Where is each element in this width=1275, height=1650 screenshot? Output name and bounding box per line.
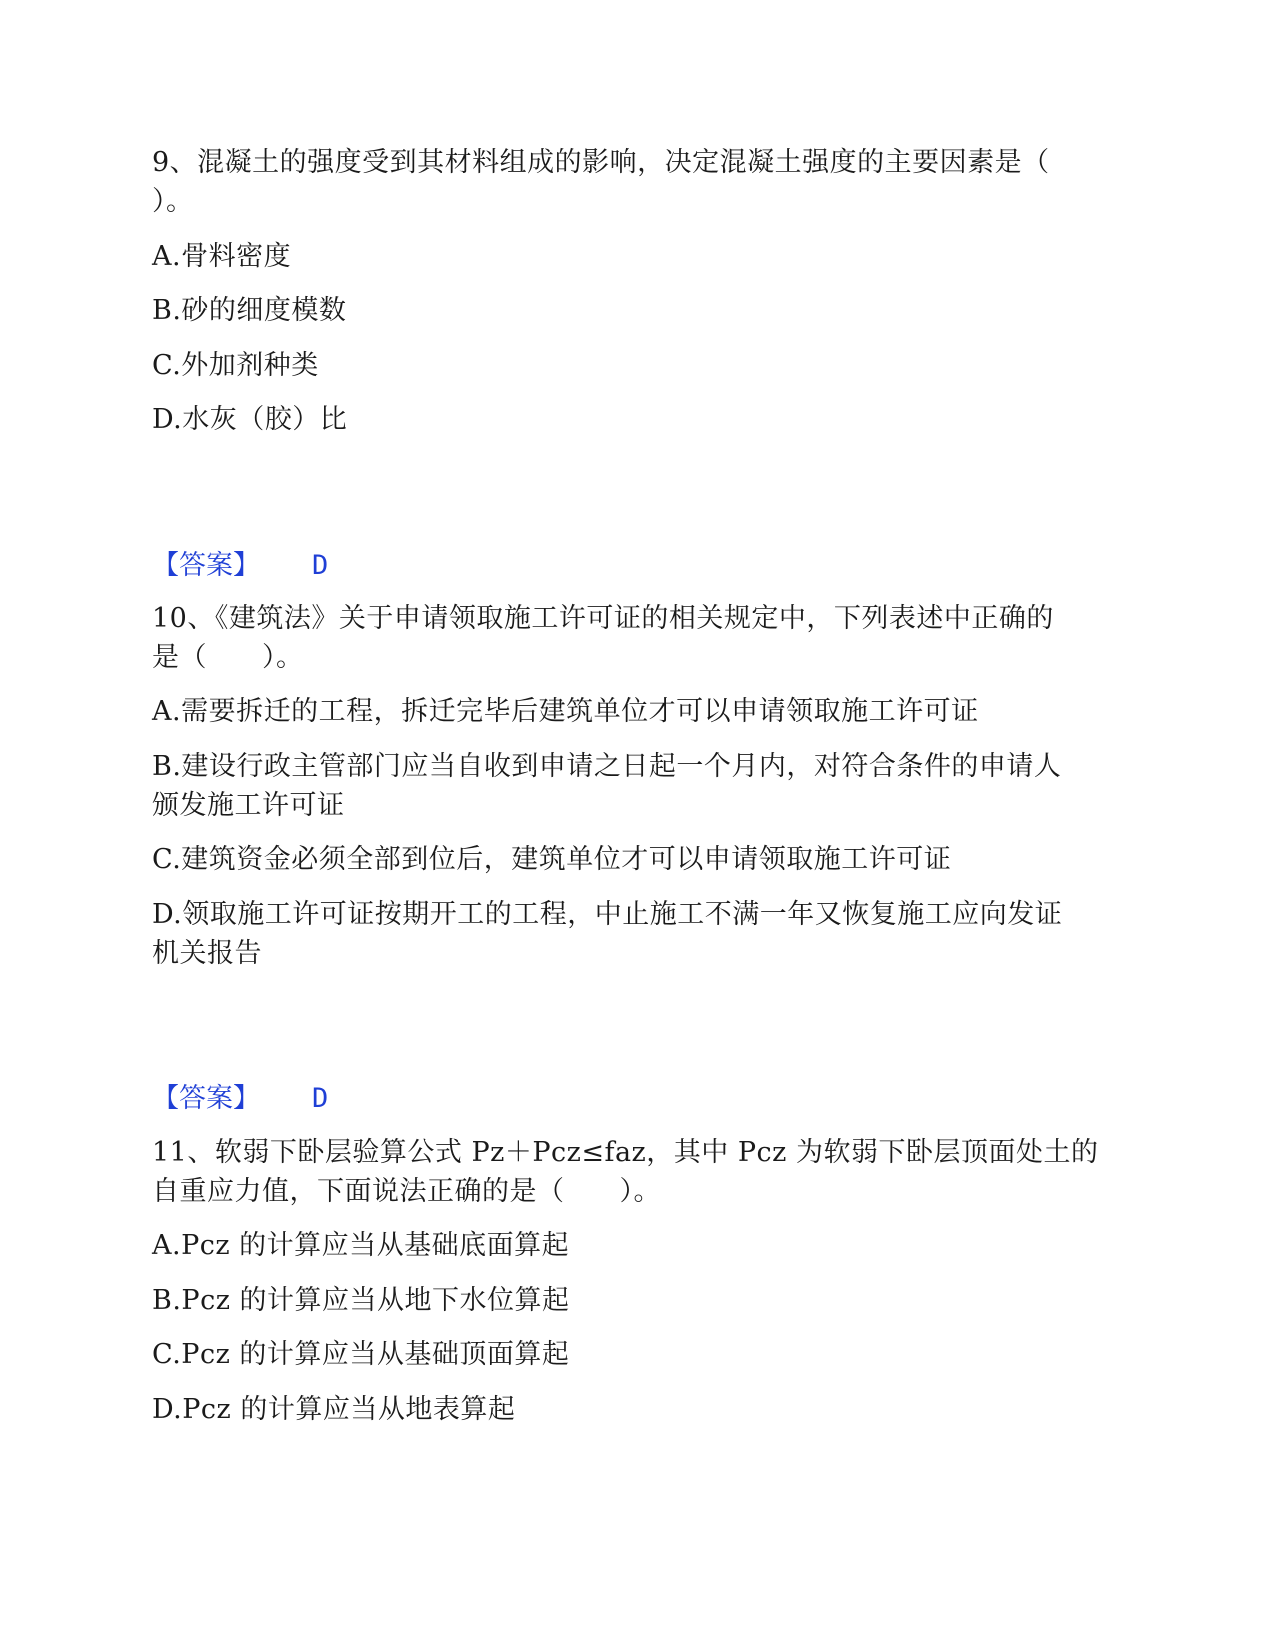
question-11-option-d: D.Pcz 的计算应当从地表算起 [152, 1394, 516, 1425]
question-9-option-c: C.外加剂种类 [152, 350, 319, 381]
question-10-option-a: A.需要拆迁的工程，拆迁完毕后建筑单位才可以申请领取施工许可证 [152, 696, 979, 727]
question-11-option-c: C.Pcz 的计算应当从基础顶面算起 [152, 1339, 570, 1370]
question-10-option-d-line-1: D.领取施工许可证按期开工的工程，中止施工不满一年又恢复施工应向发证 [152, 899, 1063, 930]
question-11-option-b: B.Pcz 的计算应当从地下水位算起 [152, 1285, 570, 1316]
question-11-stem-line-2: 自重应力值，下面说法正确的是（ ）。 [152, 1176, 661, 1207]
question-11-option-a: A.Pcz 的计算应当从基础底面算起 [152, 1230, 570, 1261]
question-10-option-b-line-2: 颁发施工许可证 [152, 790, 345, 821]
question-9-stem-line-2: ）。 [152, 186, 194, 217]
question-10-option-c: C.建筑资金必须全部到位后，建筑单位才可以申请领取施工许可证 [152, 844, 952, 875]
question-10-option-b-line-1: B.建设行政主管部门应当自收到申请之日起一个月内，对符合条件的申请人 [152, 751, 1062, 782]
answer-value: D [312, 1083, 329, 1114]
question-9-stem-line-1: 9、混凝土的强度受到其材料组成的影响，决定混凝土强度的主要因素是（ [152, 147, 1050, 178]
answer-tag: 【答案】 [152, 1083, 260, 1114]
question-9-answer [152, 546, 328, 586]
question-10-answer [152, 1079, 328, 1119]
question-11-stem-line-1: 11、软弱下卧层验算公式 Pz＋Pcz≤faz，其中 Pcz 为软弱下卧层顶面处土的 [152, 1137, 1099, 1168]
question-9-option-b: B.砂的细度模数 [152, 295, 347, 326]
question-10-option-d-line-2: 机关报告 [152, 938, 262, 969]
answer-value: D [312, 550, 329, 581]
answer-tag: 【答案】 [152, 550, 260, 581]
question-10-stem-line-1: 10、《建筑法》关于申请领取施工许可证的相关规定中，下列表述中正确的 [152, 603, 1054, 634]
question-9-option-a: A.骨料密度 [152, 241, 292, 272]
question-9-option-d: D.水灰（胶）比 [152, 404, 348, 435]
question-10-stem-line-2: 是（ ）。 [152, 642, 304, 673]
